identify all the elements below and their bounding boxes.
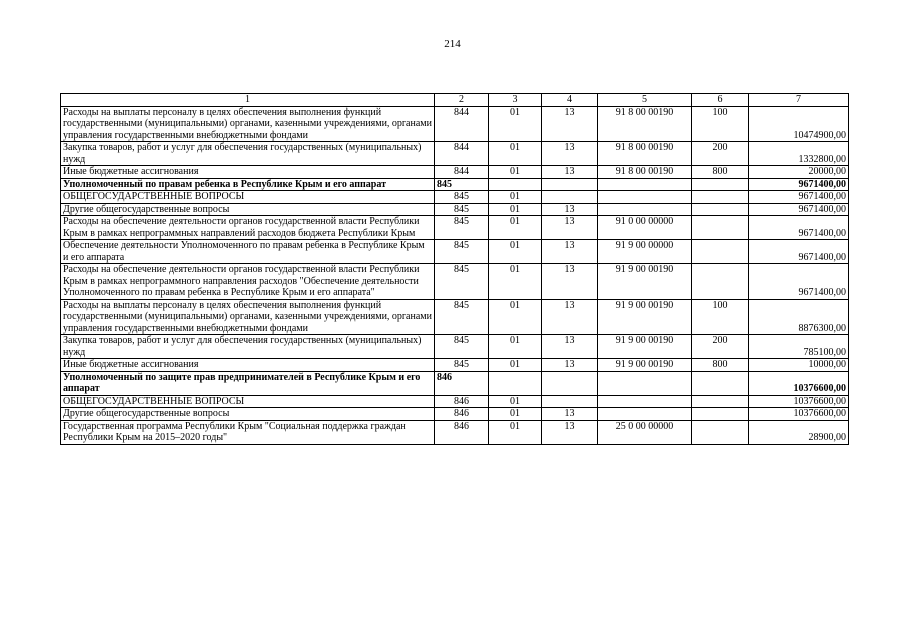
row-code-section: 01 bbox=[489, 408, 542, 421]
row-code-type: 100 bbox=[692, 106, 749, 142]
row-code-type bbox=[692, 371, 749, 395]
table-row bbox=[61, 395, 849, 408]
table-row bbox=[61, 178, 849, 191]
row-code-section: 01 bbox=[489, 264, 542, 300]
row-amount: 10376600,00 bbox=[749, 408, 849, 421]
row-code-section: 01 bbox=[489, 166, 542, 179]
table-row bbox=[61, 191, 849, 204]
row-code-subsection: 13 bbox=[542, 216, 598, 240]
table-row bbox=[61, 371, 849, 395]
row-code-target: 91 9 00 00000 bbox=[598, 240, 692, 264]
row-code-target: 91 8 00 00190 bbox=[598, 142, 692, 166]
row-code-admin: 844 bbox=[435, 106, 489, 142]
row-code-type: 200 bbox=[692, 142, 749, 166]
row-code-subsection bbox=[542, 191, 598, 204]
row-amount: 10474900,00 bbox=[749, 106, 849, 142]
row-code-type bbox=[692, 203, 749, 216]
row-description: ОБЩЕГОСУДАРСТВЕННЫЕ ВОПРОСЫ bbox=[61, 191, 435, 204]
table-row bbox=[61, 264, 849, 300]
row-code-subsection: 13 bbox=[542, 420, 598, 444]
row-description: Государственная программа Республики Крым "Социальная поддержка граждан Республики Крым на 2015–2020 годы" bbox=[61, 420, 435, 444]
row-description: Расходы на обеспечение деятельности органов государственной власти Республики Крым в рамках непрограммного направления расходов "Обеспечение деятельности Уполномоченного по правам ребенка в Республике Крым и его аппарата" bbox=[61, 264, 435, 300]
row-code-target: 91 8 00 00190 bbox=[598, 166, 692, 179]
row-code-admin: 845 bbox=[435, 178, 489, 191]
row-code-subsection: 13 bbox=[542, 106, 598, 142]
header-col-2: 2 bbox=[435, 94, 489, 107]
row-code-target: 91 8 00 00190 bbox=[598, 106, 692, 142]
table-row bbox=[61, 142, 849, 166]
row-code-admin: 845 bbox=[435, 203, 489, 216]
row-code-section: 01 bbox=[489, 240, 542, 264]
row-code-subsection: 13 bbox=[542, 335, 598, 359]
row-code-target: 91 0 00 00000 bbox=[598, 216, 692, 240]
row-code-admin: 845 bbox=[435, 264, 489, 300]
row-code-section: 01 bbox=[489, 216, 542, 240]
row-description: Иные бюджетные ассигнования bbox=[61, 359, 435, 372]
row-code-subsection bbox=[542, 371, 598, 395]
row-code-section: 01 bbox=[489, 359, 542, 372]
row-code-subsection: 13 bbox=[542, 299, 598, 335]
row-code-section: 01 bbox=[489, 335, 542, 359]
row-amount: 9671400,00 bbox=[749, 203, 849, 216]
row-code-admin: 845 bbox=[435, 299, 489, 335]
row-code-admin: 844 bbox=[435, 166, 489, 179]
row-code-target bbox=[598, 203, 692, 216]
row-description: Уполномоченный по защите прав предпринимателей в Республике Крым и его аппарат bbox=[61, 371, 435, 395]
row-code-admin: 845 bbox=[435, 216, 489, 240]
row-amount: 9671400,00 bbox=[749, 178, 849, 191]
row-amount: 10376600,00 bbox=[749, 371, 849, 395]
row-code-subsection: 13 bbox=[542, 359, 598, 372]
table-row bbox=[61, 408, 849, 421]
row-code-subsection: 13 bbox=[542, 142, 598, 166]
row-description: Закупка товаров, работ и услуг для обеспечения государственных (муниципальных) нужд bbox=[61, 335, 435, 359]
row-code-admin: 846 bbox=[435, 420, 489, 444]
budget-table bbox=[60, 93, 849, 445]
page-number: 214 bbox=[444, 38, 461, 50]
row-description: ОБЩЕГОСУДАРСТВЕННЫЕ ВОПРОСЫ bbox=[61, 395, 435, 408]
row-code-admin: 845 bbox=[435, 191, 489, 204]
row-code-subsection: 13 bbox=[542, 203, 598, 216]
row-amount: 9671400,00 bbox=[749, 240, 849, 264]
row-code-subsection: 13 bbox=[542, 166, 598, 179]
row-code-type bbox=[692, 191, 749, 204]
row-code-target: 91 9 00 00190 bbox=[598, 359, 692, 372]
row-description: Иные бюджетные ассигнования bbox=[61, 166, 435, 179]
row-code-target: 91 9 00 00190 bbox=[598, 335, 692, 359]
table-row bbox=[61, 240, 849, 264]
row-code-subsection bbox=[542, 178, 598, 191]
row-code-type bbox=[692, 395, 749, 408]
table-row bbox=[61, 203, 849, 216]
row-code-section bbox=[489, 371, 542, 395]
header-col-7: 7 bbox=[749, 94, 849, 107]
row-code-target bbox=[598, 371, 692, 395]
row-code-target bbox=[598, 408, 692, 421]
table-row bbox=[61, 335, 849, 359]
row-amount: 1332800,00 bbox=[749, 142, 849, 166]
row-code-subsection bbox=[542, 395, 598, 408]
row-amount: 20000,00 bbox=[749, 166, 849, 179]
row-code-target: 25 0 00 00000 bbox=[598, 420, 692, 444]
row-code-admin: 844 bbox=[435, 142, 489, 166]
row-code-type: 800 bbox=[692, 359, 749, 372]
row-code-target: 91 9 00 00190 bbox=[598, 264, 692, 300]
row-amount: 9671400,00 bbox=[749, 216, 849, 240]
row-code-type bbox=[692, 420, 749, 444]
row-amount: 28900,00 bbox=[749, 420, 849, 444]
row-amount: 10000,00 bbox=[749, 359, 849, 372]
row-description: Расходы на выплаты персоналу в целях обеспечения выполнения функций государственными (муниципальными) органами, казенными учреждениями, органами управления государственными внебюджетными фондами bbox=[61, 106, 435, 142]
row-code-target: 91 9 00 00190 bbox=[598, 299, 692, 335]
row-description: Уполномоченный по правам ребенка в Республике Крым и его аппарат bbox=[61, 178, 435, 191]
row-description: Расходы на выплаты персоналу в целях обеспечения выполнения функций государственными (муниципальными) органами, казенными учреждениями, органами управления государственными внебюджетными фондами bbox=[61, 299, 435, 335]
row-code-admin: 845 bbox=[435, 240, 489, 264]
row-code-type bbox=[692, 240, 749, 264]
row-code-admin: 846 bbox=[435, 408, 489, 421]
row-code-admin: 846 bbox=[435, 395, 489, 408]
row-amount: 9671400,00 bbox=[749, 191, 849, 204]
row-code-subsection: 13 bbox=[542, 264, 598, 300]
row-amount: 785100,00 bbox=[749, 335, 849, 359]
row-description: Обеспечение деятельности Уполномоченного по правам ребенка в Республике Крым и его аппарата bbox=[61, 240, 435, 264]
row-code-section: 01 bbox=[489, 106, 542, 142]
row-code-type: 100 bbox=[692, 299, 749, 335]
row-code-type bbox=[692, 216, 749, 240]
row-amount: 10376600,00 bbox=[749, 395, 849, 408]
header-col-5: 5 bbox=[598, 94, 692, 107]
row-amount: 9671400,00 bbox=[749, 264, 849, 300]
row-amount: 8876300,00 bbox=[749, 299, 849, 335]
table-row bbox=[61, 106, 849, 142]
row-code-admin: 845 bbox=[435, 359, 489, 372]
header-col-3: 3 bbox=[489, 94, 542, 107]
row-code-type bbox=[692, 178, 749, 191]
row-code-section bbox=[489, 178, 542, 191]
row-description: Расходы на обеспечение деятельности органов государственной власти Республики Крым в рамках непрограммных направлений расходов бюджета Республики Крым bbox=[61, 216, 435, 240]
row-code-type bbox=[692, 264, 749, 300]
row-code-admin: 846 bbox=[435, 371, 489, 395]
row-code-section: 01 bbox=[489, 395, 542, 408]
row-code-type: 200 bbox=[692, 335, 749, 359]
row-code-section: 01 bbox=[489, 203, 542, 216]
header-col-4: 4 bbox=[542, 94, 598, 107]
row-code-section: 01 bbox=[489, 142, 542, 166]
header-col-1: 1 bbox=[61, 94, 435, 107]
row-code-type bbox=[692, 408, 749, 421]
table-row bbox=[61, 420, 849, 444]
row-code-target bbox=[598, 191, 692, 204]
table-row bbox=[61, 216, 849, 240]
row-code-target bbox=[598, 395, 692, 408]
row-code-subsection: 13 bbox=[542, 240, 598, 264]
row-description: Другие общегосударственные вопросы bbox=[61, 203, 435, 216]
header-col-6: 6 bbox=[692, 94, 749, 107]
row-description: Закупка товаров, работ и услуг для обеспечения государственных (муниципальных) нужд bbox=[61, 142, 435, 166]
row-code-section: 01 bbox=[489, 191, 542, 204]
row-code-target bbox=[598, 178, 692, 191]
row-code-section: 01 bbox=[489, 420, 542, 444]
row-code-subsection: 13 bbox=[542, 408, 598, 421]
row-code-admin: 845 bbox=[435, 335, 489, 359]
table-row bbox=[61, 299, 849, 335]
table-header-row bbox=[61, 94, 849, 107]
row-description: Другие общегосударственные вопросы bbox=[61, 408, 435, 421]
table-row bbox=[61, 359, 849, 372]
row-code-section: 01 bbox=[489, 299, 542, 335]
table-row bbox=[61, 166, 849, 179]
row-code-type: 800 bbox=[692, 166, 749, 179]
